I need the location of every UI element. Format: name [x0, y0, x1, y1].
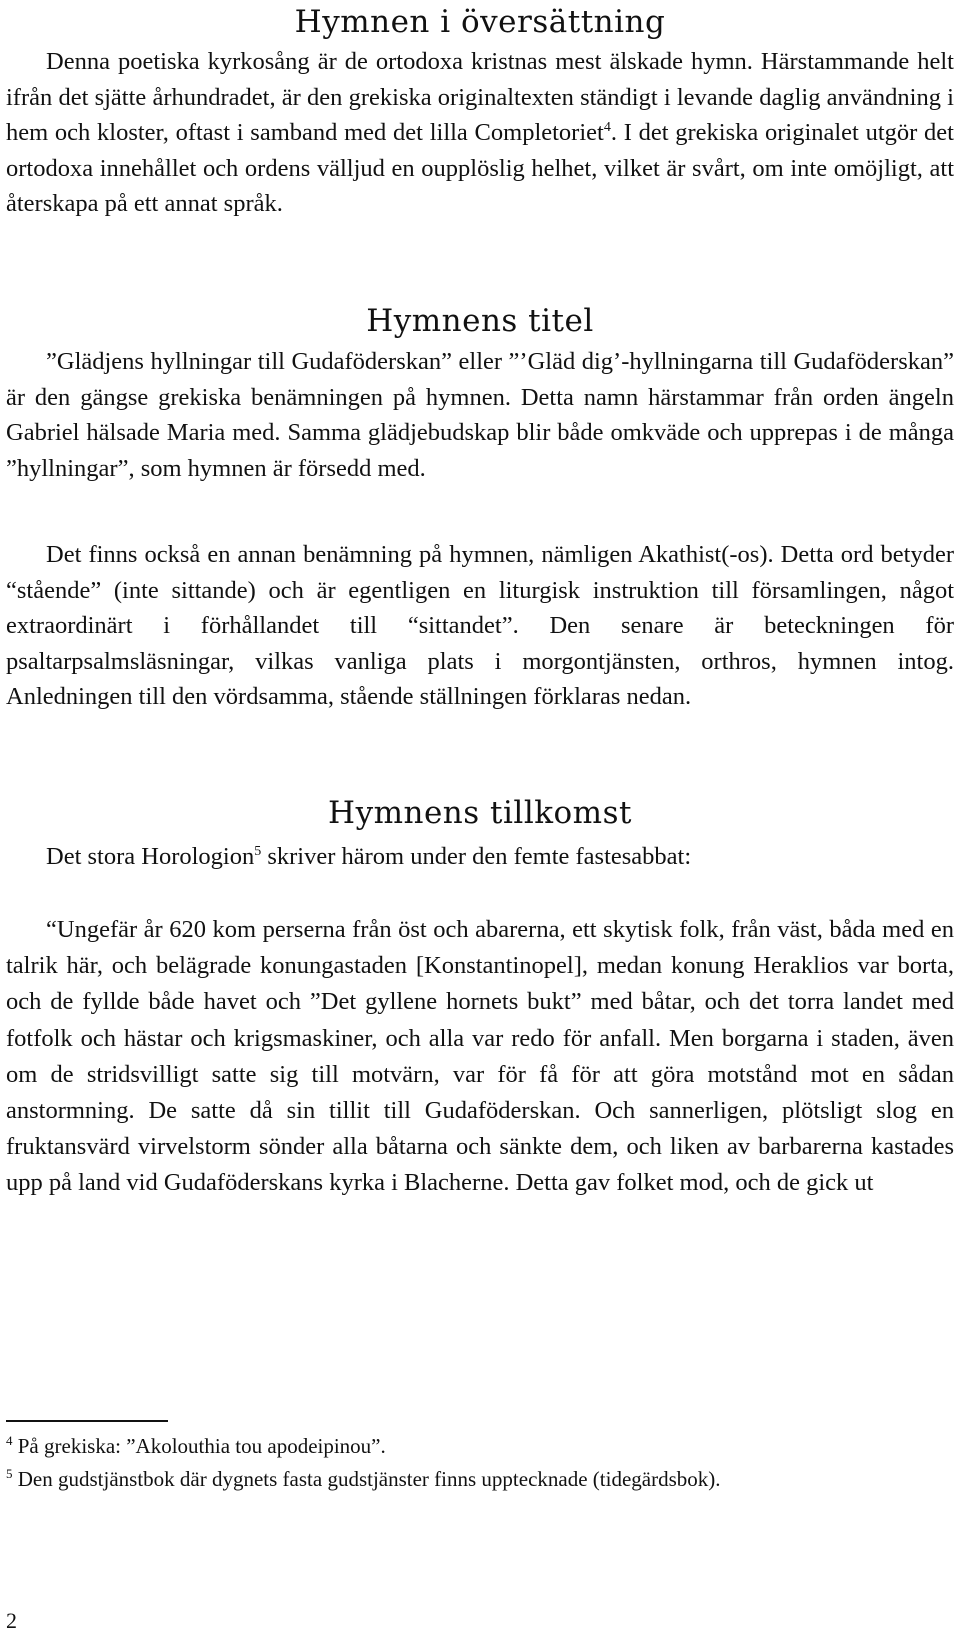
footnote-5	[6, 1464, 954, 1495]
paragraph-title-2: Det finns också en annan benämning på hymnen, nämligen Akathist(-os). Detta ord betyder “stående” (inte sittande) och är egentligen en liturgisk instruktion till församlingen, något extraordinärt i förhållandet till “sittandet”. Den senare är beteckningen för psaltarpsalmsläsningar, vilkas vanliga plats i morgontjänsten, orthros, hymnen intog. Anledningen till den vördsamma, stående ställningen förklaras nedan.	[6, 541, 954, 710]
section-heading-title: Hymnens titel	[366, 303, 594, 339]
footnote-ref-5: 5	[254, 844, 262, 859]
footnote-text: Den gudstjänstbok där dygnets fasta gudstjänster finns upptecknade (tidegärdsbok).	[12, 1467, 721, 1491]
footnote-number: 5	[6, 1466, 13, 1481]
section-heading-translation: Hymnen i översättning	[294, 4, 666, 40]
section-heading-origin: Hymnens tillkomst	[328, 795, 632, 831]
paragraph-translation	[6, 44, 954, 222]
paragraph-text: Denna poetiska kyrkosång är de ortodoxa kristnas mest älskade hymn. Härstammande helt ifrån det sjätte århundradet, är den grekiska originaltexten ständigt i levande daglig användning i hem och kloster, oftast i samband med det lilla Completoriet	[6, 48, 954, 146]
footnote-number: 4	[6, 1433, 13, 1448]
footnote-4	[6, 1431, 954, 1462]
page-number: 2	[6, 1608, 17, 1633]
paragraph-origin-intro	[6, 839, 954, 875]
paragraph-text: skriver härom under den femte fastesabbat:	[261, 843, 692, 870]
block-quote: “Ungefär år 620 kom perserna från öst och abarerna, ett skytisk folk, från väst, båda med en talrik här, och belägrade konungastaden [Konstantinopel], medan konung Heraklios var borta, och de fyllde både havet och ”Det gyllene hornets bukt” med båtar, och det torra landet med fotfolk och hästar och krigsmaskiner, och alla var redo för anfall. Men borgarna i staden, även om de stridsvilligt satte sig till motvärn, var för få för att göra motstånd mot en sådan anstormning. De satte då sin tillit till Gudaföderskan. Och sannerligen, plötsligt slog en fruktansvärd virvelstorm sönder alla båtarna och sänkte dem, och liken av barbarerna kastades upp på land vid Gudaföderskans kyrka i Blacherne. Detta gav folket mod, och de gick ut	[6, 916, 954, 1197]
footnote-text: På grekiska: ”Akolouthia tou apodeipinou”.	[12, 1434, 386, 1458]
paragraph-title-1: ”Glädjens hyllningar till Gudaföderskan” eller ”’Gläd dig’-hyllningarna till Gudaföderskan” är den gängse grekiska benämningen på hymnen. Detta namn härstammar från orden ängeln Gabriel hälsade Maria med. Samma glädjebudskap blir både omkväde och upprepas i de många ”hyllningar”, som hymnen är försedd med.	[6, 348, 954, 482]
footnote-ref-4: 4	[603, 120, 611, 135]
paragraph-text: Det stora Horologion	[46, 843, 255, 870]
paragraph-text: . I det grekiska originalet utgör det ortodoxa innehållet och ordens välljud en oupplöslig helhet, vilket är svårt, om inte omöjligt, att återskapa på ett annat språk.	[6, 119, 954, 217]
footnote-separator	[6, 1420, 168, 1422]
